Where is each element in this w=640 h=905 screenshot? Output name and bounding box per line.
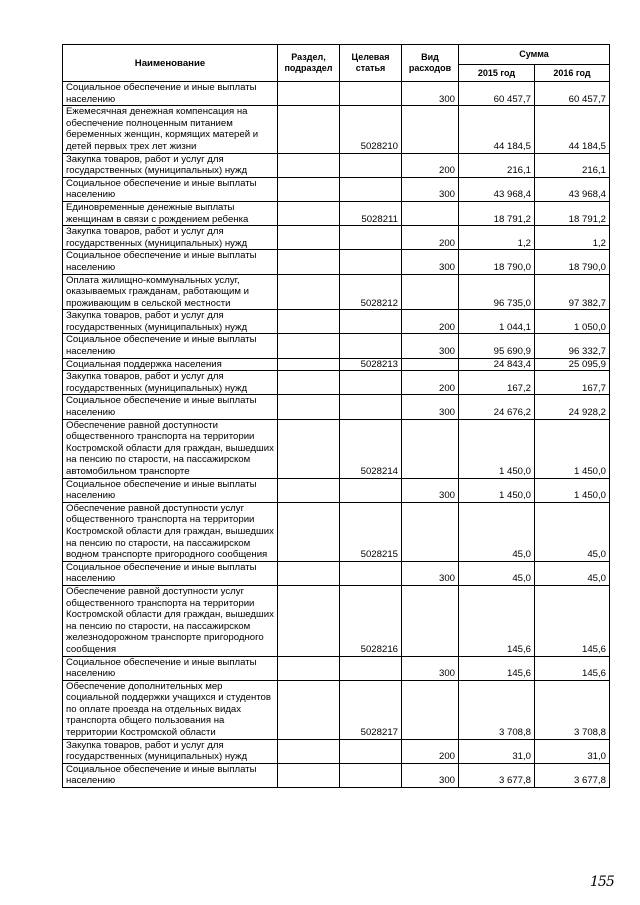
row-sum-2016: 1 450,0	[535, 478, 610, 502]
row-sum-2016: 60 457,7	[535, 82, 610, 106]
row-sum-2016: 216,1	[535, 153, 610, 177]
row-target: 5028211	[340, 201, 402, 225]
row-target	[340, 371, 402, 395]
table-row	[63, 763, 610, 787]
row-sum-2016: 3 677,8	[535, 763, 610, 787]
row-name: Обеспечение равной доступности общественного транспорта на территории Костромской области для граждан, вышедших на пенсию по старости, на пассажирском автомобильном транспорте	[63, 419, 278, 478]
row-target	[340, 395, 402, 419]
row-type: 300	[402, 656, 459, 680]
table-row	[63, 585, 610, 656]
row-sum-2015: 1 044,1	[459, 310, 535, 334]
row-sum-2016: 18 791,2	[535, 201, 610, 225]
table-row	[63, 177, 610, 201]
row-sum-2015: 216,1	[459, 153, 535, 177]
row-sum-2015: 31,0	[459, 739, 535, 763]
row-type: 300	[402, 82, 459, 106]
row-sum-2016: 1 450,0	[535, 419, 610, 478]
row-section	[278, 201, 340, 225]
row-type: 300	[402, 395, 459, 419]
row-section	[278, 250, 340, 274]
row-name: Социальное обеспечение и иные выплаты населению	[63, 395, 278, 419]
row-type: 300	[402, 478, 459, 502]
row-name: Социальное обеспечение и иные выплаты населению	[63, 656, 278, 680]
row-name: Обеспечение равной доступности услуг общественного транспорта на территории Костромской области для граждан, вышедших на пенсию по старости, на пассажирском железнодорожном транспорте пригородного сообщения	[63, 585, 278, 656]
row-name: Оплата жилищно-коммунальных услуг, оказываемых гражданам, работающим и проживающим в сельской местности	[63, 274, 278, 310]
row-target	[340, 153, 402, 177]
row-target	[340, 177, 402, 201]
row-target	[340, 656, 402, 680]
row-sum-2015: 96 735,0	[459, 274, 535, 310]
row-sum-2015: 145,6	[459, 656, 535, 680]
table-row	[63, 680, 610, 739]
row-name: Социальное обеспечение и иные выплаты населению	[63, 177, 278, 201]
row-target	[340, 310, 402, 334]
table-row	[63, 153, 610, 177]
table-row	[63, 478, 610, 502]
row-type	[402, 274, 459, 310]
header-sum: Сумма	[459, 45, 610, 65]
row-sum-2015: 3 677,8	[459, 763, 535, 787]
row-sum-2015: 18 790,0	[459, 250, 535, 274]
table-row	[63, 226, 610, 250]
row-sum-2015: 45,0	[459, 561, 535, 585]
row-name: Ежемесячная денежная компенсация на обеспечение полноценным питанием беременных женщин, кормящих матерей и детей первых трех лет жизни	[63, 106, 278, 153]
row-target: 5028215	[340, 502, 402, 561]
row-type: 200	[402, 310, 459, 334]
row-type: 200	[402, 371, 459, 395]
row-section	[278, 502, 340, 561]
header-section: Раздел, подраздел	[278, 45, 340, 82]
row-sum-2016: 18 790,0	[535, 250, 610, 274]
row-sum-2015: 24 676,2	[459, 395, 535, 419]
row-sum-2016: 31,0	[535, 739, 610, 763]
row-sum-2015: 18 791,2	[459, 201, 535, 225]
row-sum-2015: 3 708,8	[459, 680, 535, 739]
row-type: 300	[402, 250, 459, 274]
table-row	[63, 274, 610, 310]
row-target	[340, 82, 402, 106]
row-target	[340, 739, 402, 763]
row-target	[340, 334, 402, 358]
row-type	[402, 585, 459, 656]
row-sum-2015: 45,0	[459, 502, 535, 561]
row-section	[278, 106, 340, 153]
row-type: 300	[402, 177, 459, 201]
row-name: Единовременные денежные выплаты женщинам в связи с рождением ребенка	[63, 201, 278, 225]
row-section	[278, 395, 340, 419]
row-section	[278, 358, 340, 371]
row-name: Социальное обеспечение и иные выплаты населению	[63, 250, 278, 274]
table-body	[63, 82, 610, 788]
row-sum-2015: 1,2	[459, 226, 535, 250]
row-sum-2016: 45,0	[535, 561, 610, 585]
row-sum-2015: 24 843,4	[459, 358, 535, 371]
row-sum-2016: 44 184,5	[535, 106, 610, 153]
row-target: 5028212	[340, 274, 402, 310]
row-target	[340, 226, 402, 250]
header-year-2016: 2016 год	[535, 65, 610, 82]
row-sum-2016: 24 928,2	[535, 395, 610, 419]
table-row	[63, 201, 610, 225]
row-sum-2016: 3 708,8	[535, 680, 610, 739]
row-name: Социальная поддержка населения	[63, 358, 278, 371]
table-row	[63, 82, 610, 106]
table-header	[63, 45, 610, 82]
table-row	[63, 561, 610, 585]
row-sum-2016: 1,2	[535, 226, 610, 250]
row-section	[278, 739, 340, 763]
row-section	[278, 274, 340, 310]
row-sum-2015: 95 690,9	[459, 334, 535, 358]
row-section	[278, 561, 340, 585]
row-type: 200	[402, 153, 459, 177]
row-target	[340, 478, 402, 502]
row-section	[278, 153, 340, 177]
row-name: Социальное обеспечение и иные выплаты населению	[63, 478, 278, 502]
row-sum-2016: 1 050,0	[535, 310, 610, 334]
row-section	[278, 763, 340, 787]
row-section	[278, 656, 340, 680]
row-target: 5028210	[340, 106, 402, 153]
row-name: Обеспечение дополнительных мер социальной поддержки учащихся и студентов по оплате проезда на отдельных видах транспорта общего пользования на территории Костромской области	[63, 680, 278, 739]
row-sum-2015: 167,2	[459, 371, 535, 395]
row-type	[402, 680, 459, 739]
row-section	[278, 82, 340, 106]
row-sum-2016: 145,6	[535, 656, 610, 680]
table-row	[63, 106, 610, 153]
row-name: Социальное обеспечение и иные выплаты населению	[63, 334, 278, 358]
row-sum-2016: 167,7	[535, 371, 610, 395]
row-target: 5028216	[340, 585, 402, 656]
row-section	[278, 585, 340, 656]
row-name: Закупка товаров, работ и услуг для государственных (муниципальных) нужд	[63, 310, 278, 334]
row-sum-2015: 43 968,4	[459, 177, 535, 201]
row-name: Обеспечение равной доступности услуг общественного транспорта на территории Костромской области для граждан, вышедших на пенсию по старости, на пассажирском водном транспорте пригородного сообщения	[63, 502, 278, 561]
row-sum-2016: 97 382,7	[535, 274, 610, 310]
row-type: 200	[402, 226, 459, 250]
row-type	[402, 358, 459, 371]
row-type: 300	[402, 763, 459, 787]
table-row	[63, 310, 610, 334]
row-sum-2016: 25 095,9	[535, 358, 610, 371]
row-section	[278, 419, 340, 478]
header-type: Вид расходов	[402, 45, 459, 82]
row-name: Закупка товаров, работ и услуг для государственных (муниципальных) нужд	[63, 153, 278, 177]
row-sum-2016: 43 968,4	[535, 177, 610, 201]
table-row	[63, 656, 610, 680]
row-sum-2016: 45,0	[535, 502, 610, 561]
table-row	[63, 250, 610, 274]
row-section	[278, 177, 340, 201]
row-section	[278, 226, 340, 250]
header-name: Наименование	[63, 45, 278, 82]
row-type: 300	[402, 561, 459, 585]
row-type	[402, 419, 459, 478]
table-row	[63, 395, 610, 419]
page-number: 155	[590, 874, 614, 890]
table-row	[63, 739, 610, 763]
row-name: Социальное обеспечение и иные выплаты населению	[63, 561, 278, 585]
header-year-2015: 2015 год	[459, 65, 535, 82]
header-target: Целевая статья	[340, 45, 402, 82]
row-target: 5028217	[340, 680, 402, 739]
row-type	[402, 502, 459, 561]
row-name: Социальное обеспечение и иные выплаты населению	[63, 82, 278, 106]
row-target	[340, 763, 402, 787]
row-target	[340, 250, 402, 274]
table-row	[63, 358, 610, 371]
row-type: 300	[402, 334, 459, 358]
row-type: 200	[402, 739, 459, 763]
row-section	[278, 680, 340, 739]
row-type	[402, 201, 459, 225]
row-section	[278, 334, 340, 358]
row-target: 5028214	[340, 419, 402, 478]
table-row	[63, 419, 610, 478]
row-sum-2015: 1 450,0	[459, 419, 535, 478]
row-name: Закупка товаров, работ и услуг для государственных (муниципальных) нужд	[63, 371, 278, 395]
row-name: Закупка товаров, работ и услуг для государственных (муниципальных) нужд	[63, 739, 278, 763]
budget-table	[62, 44, 610, 788]
table-row	[63, 371, 610, 395]
row-name: Социальное обеспечение и иные выплаты населению	[63, 763, 278, 787]
table-row	[63, 334, 610, 358]
row-sum-2015: 60 457,7	[459, 82, 535, 106]
row-sum-2015: 1 450,0	[459, 478, 535, 502]
row-target: 5028213	[340, 358, 402, 371]
row-section	[278, 478, 340, 502]
table-row	[63, 502, 610, 561]
row-section	[278, 371, 340, 395]
row-sum-2016: 96 332,7	[535, 334, 610, 358]
row-sum-2015: 145,6	[459, 585, 535, 656]
row-target	[340, 561, 402, 585]
row-sum-2015: 44 184,5	[459, 106, 535, 153]
row-sum-2016: 145,6	[535, 585, 610, 656]
row-type	[402, 106, 459, 153]
row-section	[278, 310, 340, 334]
row-name: Закупка товаров, работ и услуг для государственных (муниципальных) нужд	[63, 226, 278, 250]
